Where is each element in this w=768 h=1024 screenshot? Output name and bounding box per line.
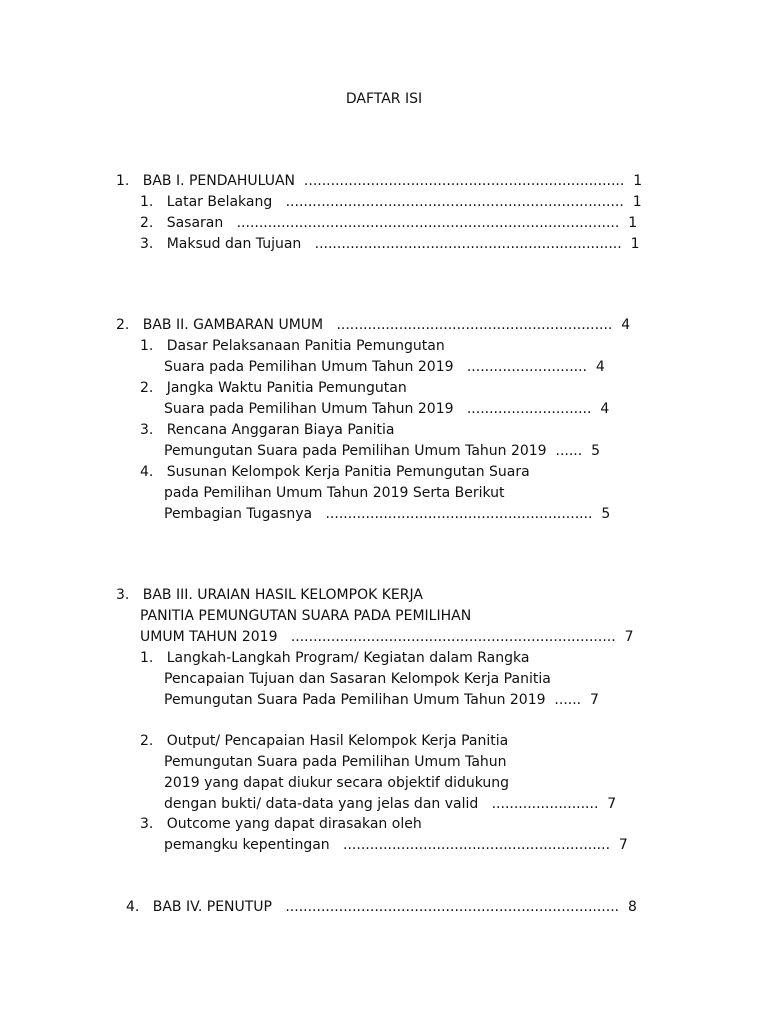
toc-line: 3. Rencana Anggaran Biaya Panitia bbox=[140, 422, 395, 438]
toc-line: 2. Output/ Pencapaian Hasil Kelompok Kerja Panitia bbox=[140, 733, 509, 749]
toc-line: 2019 yang dapat diukur secara objektif didukung bbox=[164, 775, 510, 791]
page-title: DAFTAR ISI bbox=[345, 91, 423, 107]
toc-line: Suara pada Pemilihan Umum Tahun 2019 ........................... 4 bbox=[164, 359, 605, 375]
toc-line: 3. Maksud dan Tujuan ..................................................................... 1 bbox=[140, 236, 640, 252]
toc-line: dengan bukti/ data-data yang jelas dan valid ........................ 7 bbox=[164, 796, 617, 812]
toc-line: 4. Susunan Kelompok Kerja Panitia Pemungutan Suara bbox=[140, 464, 530, 480]
toc-line: UMUM TAHUN 2019 ......................................................................... 7 bbox=[140, 629, 634, 645]
toc-line: 3. Outcome yang dapat dirasakan oleh bbox=[140, 816, 422, 832]
toc-line: 2. BAB II. GAMBARAN UMUM .............................................................. 4 bbox=[116, 317, 631, 333]
toc-line: PANITIA PEMUNGUTAN SUARA PADA PEMILIHAN bbox=[140, 608, 472, 624]
toc-line: Suara pada Pemilihan Umum Tahun 2019 ............................ 4 bbox=[164, 401, 610, 417]
toc-line: 1. Latar Belakang ............................................................................ 1 bbox=[140, 194, 642, 210]
toc-line: 1. Dasar Pelaksanaan Panitia Pemungutan bbox=[140, 338, 445, 354]
toc-line: Pencapaian Tujuan dan Sasaran Kelompok Kerja Panitia bbox=[164, 671, 551, 687]
toc-line: 2. Sasaran ...................................................................................... 1 bbox=[140, 215, 638, 231]
toc-line: Pemungutan Suara Pada Pemilihan Umum Tahun 2019 ...... 7 bbox=[164, 692, 599, 708]
toc-line: 3. BAB III. URAIAN HASIL KELOMPOK KERJA bbox=[116, 587, 423, 603]
toc-line: 1. Langkah-Langkah Program/ Kegiatan dalam Rangka bbox=[140, 650, 530, 666]
toc-line: Pemungutan Suara pada Pemilihan Umum Tahun bbox=[164, 754, 507, 770]
toc-line: pemangku kepentingan ............................................................ 7 bbox=[164, 837, 628, 853]
toc-line: Pemungutan Suara pada Pemilihan Umum Tahun 2019 ...... 5 bbox=[164, 443, 601, 459]
toc-line: 1. BAB I. PENDAHULUAN ........................................................................ 1 bbox=[116, 173, 643, 189]
toc-line: pada Pemilihan Umum Tahun 2019 Serta Berikut bbox=[164, 485, 505, 501]
toc-line: 4. BAB IV. PENUTUP ........................................................................... 8 bbox=[126, 899, 637, 915]
toc-line: Pembagian Tugasnya ............................................................ 5 bbox=[164, 506, 611, 522]
toc-line: 2. Jangka Waktu Panitia Pemungutan bbox=[140, 380, 407, 396]
